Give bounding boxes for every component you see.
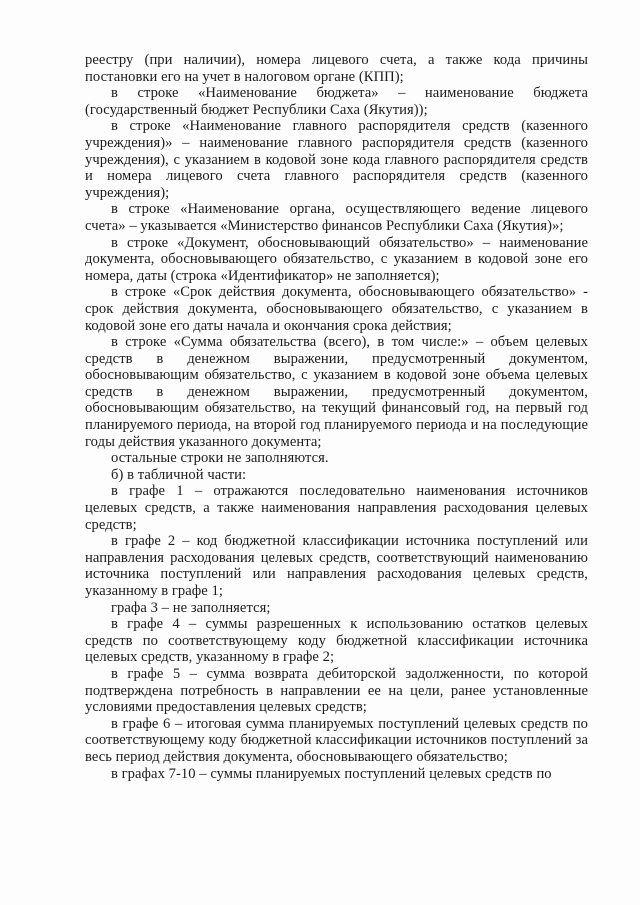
paragraph-obligation-document: в строке «Документ, обосновывающий обязательство» – наименование документа, обосновывающего обязательство, с указанием в кодовой зоне его номера, даты (строка «Идентификатор» не заполняется); — [85, 234, 588, 284]
paragraph-column-1: в графе 1 – отражаются последовательно наименования источников целевых средств, а также наименования направления расходования целевых средств; — [85, 483, 588, 533]
paragraph-columns-7-10: в графах 7-10 – суммы планируемых поступлений целевых средств по — [111, 765, 552, 782]
paragraph-account-authority: в строке «Наименование органа, осуществляющего ведение лицевого счета» – указывается «Министерство финансов Республики Саха (Якутия)»; — [85, 201, 588, 234]
paragraph-column-5: в графе 5 – сумма возврата дебиторской задолженности, по которой подтверждена потребность в направлении ее на цели, ранее установленные условиями предоставления целевых средств; — [85, 665, 588, 716]
paragraph-chief-administrator: в строке «Наименование главного распорядителя средств (казенного учреждения)» – наименование главного распорядителя средств (казенного учреждения), с указанием в кодовой зоне кода главного распорядителя средств и номера лицевого счета главного распорядителя средств (казенного учреждения); — [85, 118, 588, 201]
paragraph-other-rows: остальные строки не заполняются. — [111, 450, 329, 467]
paragraph-register-continuation: реестру (при наличии), номера лицевого счета, а также кода причины постановки его на учет в налоговом органе (КПП); — [85, 52, 588, 85]
paragraph-column-2: в графе 2 – код бюджетной классификации источника поступлений или направления расходования целевых средств, соответствующий наименованию источника поступлений или направления расходования целевых средств, указанному в графе 1; — [85, 533, 588, 599]
paragraph-column-3: графа 3 – не заполняется; — [111, 599, 271, 616]
paragraph-column-4: в графе 4 – суммы разрешенных к использованию остатков целевых средств по соответствующему коду бюджетной классификации источника целевых средств, указанному в графе 2; — [85, 616, 588, 666]
paragraph-document-term: в строке «Срок действия документа, обосновывающего обязательство» - срок действия документа, обосновывающего обязательство, с указанием в кодовой зоне его даты начала и окончания срока действия; — [85, 284, 588, 334]
document-body — [85, 52, 588, 782]
paragraph-table-section: б) в табличной части: — [111, 466, 247, 483]
paragraph-column-6: в графе 6 – итоговая сумма планируемых поступлений целевых средств по соответствующему коду бюджетной классификации источников поступлений за весь период действия документа, обосновывающего обязательство; — [85, 715, 588, 765]
paragraph-budget-name: в строке «Наименование бюджета» – наименование бюджета (государственный бюджет Республики Саха (Якутия)); — [85, 85, 588, 118]
paragraph-obligation-amount: в строке «Сумма обязательства (всего), в том числе:» – объем целевых средств в денежном выражении, предусмотренный документом, обосновывающим обязательство, с указанием в кодовой зоне объема целевых средств в денежном выражении, предусмотренный документом, обосновывающим обязательство, на текущий финансовый год, на первый год планируемого периода, на второй год планируемого периода и на последующие годы действия указанного документа; — [85, 334, 588, 450]
